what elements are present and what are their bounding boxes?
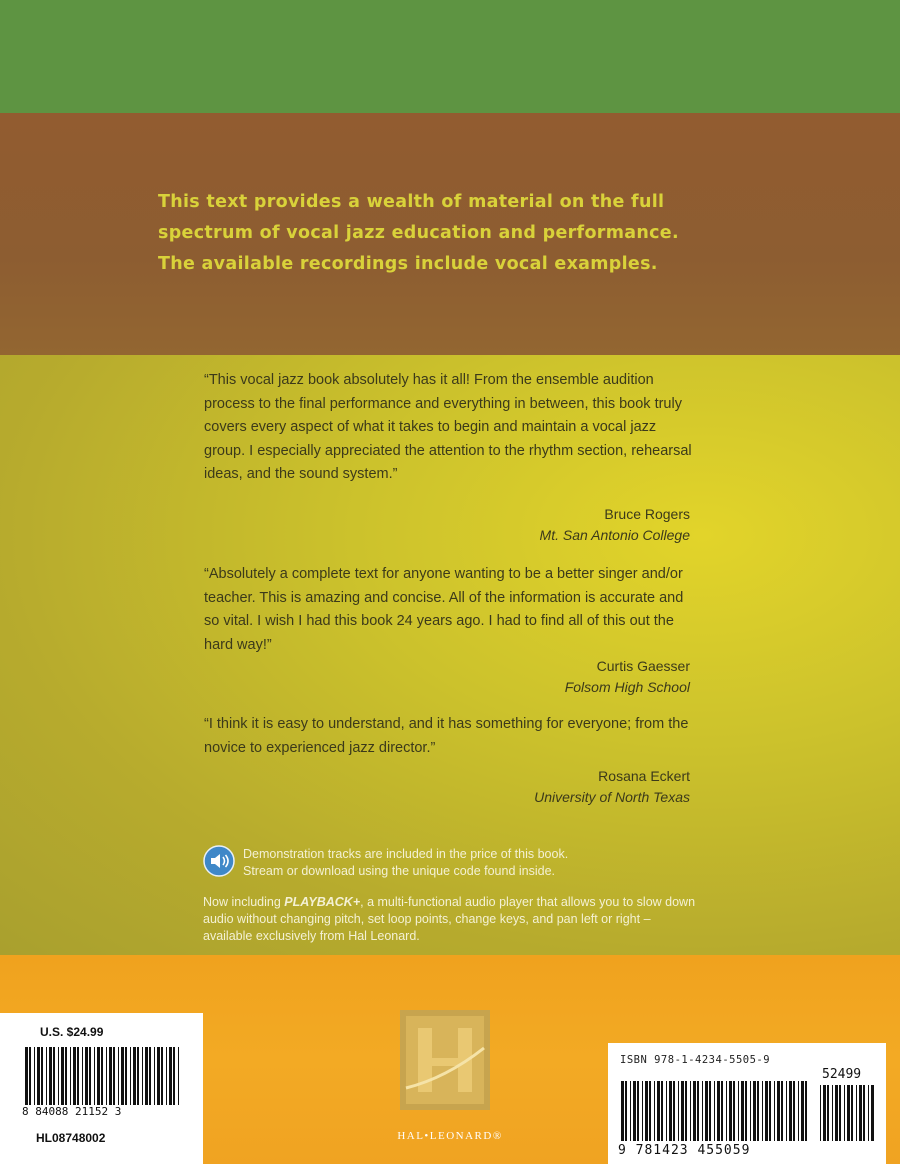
- barcode-bar: [863, 1085, 865, 1141]
- barcode-bar: [729, 1081, 732, 1141]
- barcode-bar: [34, 1047, 35, 1105]
- barcode-bar: [851, 1085, 853, 1141]
- publisher-name: HAL•LEONARD®: [397, 1130, 503, 1142]
- playback-suffix: , a multi-functional audio player that allows you to slow down audio without changing pitch, set loop points, change keys, and pan left or right – available exclusively from Hal Leonard.: [203, 895, 696, 943]
- barcode-bar: [753, 1081, 756, 1141]
- barcode-bar: [645, 1081, 648, 1141]
- isbn-sticker: [608, 1043, 886, 1164]
- price-addon-barcode: [819, 1085, 877, 1141]
- barcode-bar: [697, 1081, 699, 1141]
- barcode-bar: [29, 1047, 31, 1105]
- demo-line-1: Demonstration tracks are included in the price of this book.: [243, 847, 569, 861]
- barcode-bar: [762, 1081, 763, 1141]
- barcode-bar: [37, 1047, 40, 1105]
- barcode-bar: [137, 1047, 139, 1105]
- barcode-bar: [637, 1081, 639, 1141]
- playback-description: [203, 894, 703, 945]
- isbn-barcode: [620, 1081, 810, 1141]
- barcode-bar: [777, 1081, 780, 1141]
- barcode-bar: [871, 1085, 874, 1141]
- barcode-bar: [827, 1085, 829, 1141]
- testimonial-attribution-1: [540, 504, 690, 546]
- barcode-bar: [750, 1081, 751, 1141]
- barcode-bar: [154, 1047, 155, 1105]
- barcode-bar: [745, 1081, 747, 1141]
- barcode-bar: [161, 1047, 163, 1105]
- barcode-bar: [101, 1047, 103, 1105]
- price-code: 52499: [822, 1067, 862, 1082]
- barcode-bar: [625, 1081, 627, 1141]
- barcode-bar: [832, 1085, 833, 1141]
- barcode-bar: [649, 1081, 651, 1141]
- barcode-bar: [717, 1081, 720, 1141]
- barcode-bar: [661, 1081, 663, 1141]
- barcode-bar: [769, 1081, 771, 1141]
- barcode-bar: [702, 1081, 703, 1141]
- playback-product-name: PLAYBACK+: [284, 895, 361, 909]
- testimonial-quote-1: “This vocal jazz book absolutely has it all! From the ensemble audition process to the final performance and everything in between, this book truly covers every aspect of what it takes to begin and maintain a vocal jazz group. I especially appreciated the attention to the rhythm section, rehearsal ideas, and the sound system.”: [204, 372, 692, 482]
- barcode-bar: [142, 1047, 143, 1105]
- barcode-bar: [820, 1085, 821, 1141]
- barcode-bar: [666, 1081, 667, 1141]
- barcode-bar: [868, 1085, 869, 1141]
- barcode-bar: [113, 1047, 115, 1105]
- barcode-bar: [73, 1047, 76, 1105]
- barcode-bar: [859, 1085, 862, 1141]
- barcode-bar: [835, 1085, 838, 1141]
- barcode-bar: [133, 1047, 136, 1105]
- barcode-bar: [685, 1081, 687, 1141]
- barcode-bar: [118, 1047, 119, 1105]
- barcode-bar: [705, 1081, 708, 1141]
- demo-line-2: Stream or download using the unique code found inside.: [243, 864, 556, 878]
- barcode-bar: [741, 1081, 744, 1141]
- barcode-bar: [765, 1081, 768, 1141]
- testimonial-quote-2: “Absolutely a complete text for anyone wanting to be a better singer and/or teacher. This is amazing and concise. All of the information is accurate and so vital. I wish I had this book 24 years ago. I had to find all of this out the hard way!”: [204, 566, 684, 653]
- barcode-bar: [41, 1047, 43, 1105]
- barcode-bar: [77, 1047, 79, 1105]
- barcode-bar: [89, 1047, 91, 1105]
- barcode-bar: [798, 1081, 799, 1141]
- playback-prefix: Now including: [203, 895, 285, 909]
- headline-line-3: The available recordings include vocal examples.: [158, 254, 658, 274]
- barcode-bar: [25, 1047, 28, 1105]
- price-sticker: [0, 1013, 203, 1164]
- ean-number: 9 781423 455059: [618, 1143, 751, 1158]
- barcode-bar: [678, 1081, 679, 1141]
- barcode-bar: [121, 1047, 124, 1105]
- barcode-bar: [94, 1047, 95, 1105]
- testimonial-name-2: Curtis Gaesser: [596, 658, 690, 674]
- testimonial-attribution-3: [534, 766, 690, 808]
- barcode-bar: [786, 1081, 787, 1141]
- barcode-bar: [82, 1047, 83, 1105]
- barcode-bar: [805, 1081, 807, 1141]
- headline: [158, 187, 798, 280]
- barcode-bar: [669, 1081, 672, 1141]
- testimonial-institution-2: Folsom High School: [564, 679, 690, 695]
- testimonial-name-3: Rosana Eckert: [598, 768, 690, 784]
- upc-barcode: [24, 1047, 182, 1105]
- barcode-bar: [149, 1047, 151, 1105]
- testimonial-quote-3: “I think it is easy to understand, and it has something for everyone; from the novice to experienced jazz director.”: [204, 716, 689, 756]
- barcode-bar: [633, 1081, 636, 1141]
- barcode-bar: [178, 1047, 179, 1105]
- barcode-bar: [733, 1081, 735, 1141]
- barcode-bar: [844, 1085, 845, 1141]
- barcode-bar: [109, 1047, 112, 1105]
- barcode-bar: [789, 1081, 792, 1141]
- barcode-bar: [856, 1085, 857, 1141]
- barcode-bar: [823, 1085, 826, 1141]
- barcode-bar: [681, 1081, 684, 1141]
- headline-line-1: This text provides a wealth of material on the full: [158, 192, 665, 212]
- barcode-bar: [657, 1081, 660, 1141]
- barcode-bar: [46, 1047, 47, 1105]
- barcode-bar: [70, 1047, 71, 1105]
- barcode-bar: [726, 1081, 727, 1141]
- headline-line-2: spectrum of vocal jazz education and performance.: [158, 223, 679, 243]
- barcode-bar: [85, 1047, 88, 1105]
- testimonial-institution-1: Mt. San Antonio College: [539, 527, 690, 543]
- barcode-bar: [693, 1081, 696, 1141]
- barcode-bar: [774, 1081, 775, 1141]
- barcode-bar: [125, 1047, 127, 1105]
- testimonial-name-1: Bruce Rogers: [604, 506, 690, 522]
- speaker-icon: [203, 845, 235, 877]
- barcode-bar: [58, 1047, 59, 1105]
- barcode-bar: [793, 1081, 795, 1141]
- barcode-bar: [738, 1081, 739, 1141]
- barcode-bar: [169, 1047, 172, 1105]
- upc-number: 8 84088 21152 3: [22, 1105, 122, 1118]
- barcode-bar: [714, 1081, 715, 1141]
- price-label: U.S. $24.99: [40, 1025, 104, 1039]
- top-green-band: [0, 0, 900, 113]
- barcode-bar: [621, 1081, 624, 1141]
- barcode-bar: [65, 1047, 67, 1105]
- demo-tracks-note: [243, 846, 703, 880]
- barcode-bar: [847, 1085, 850, 1141]
- barcode-bar: [709, 1081, 711, 1141]
- barcode-bar: [757, 1081, 759, 1141]
- barcode-bar: [145, 1047, 148, 1105]
- barcode-bar: [173, 1047, 175, 1105]
- barcode-bar: [630, 1081, 631, 1141]
- barcode-bar: [839, 1085, 841, 1141]
- barcode-bar: [654, 1081, 655, 1141]
- hal-leonard-logo-icon: [400, 1010, 490, 1110]
- barcode-bar: [130, 1047, 131, 1105]
- barcode-bar: [166, 1047, 167, 1105]
- barcode-bar: [690, 1081, 691, 1141]
- testimonial-attribution-2: [565, 656, 690, 698]
- barcode-bar: [642, 1081, 643, 1141]
- barcode-bar: [673, 1081, 675, 1141]
- barcode-bar: [781, 1081, 783, 1141]
- barcode-bar: [106, 1047, 107, 1105]
- barcode-bar: [801, 1081, 804, 1141]
- barcode-bar: [49, 1047, 52, 1105]
- barcode-bar: [157, 1047, 160, 1105]
- catalog-number: HL08748002: [36, 1131, 106, 1145]
- isbn-label: ISBN 978-1-4234-5505-9: [620, 1054, 771, 1066]
- barcode-bar: [97, 1047, 100, 1105]
- testimonial-institution-3: University of North Texas: [534, 789, 690, 805]
- barcode-bar: [721, 1081, 723, 1141]
- barcode-bar: [53, 1047, 55, 1105]
- barcode-bar: [61, 1047, 64, 1105]
